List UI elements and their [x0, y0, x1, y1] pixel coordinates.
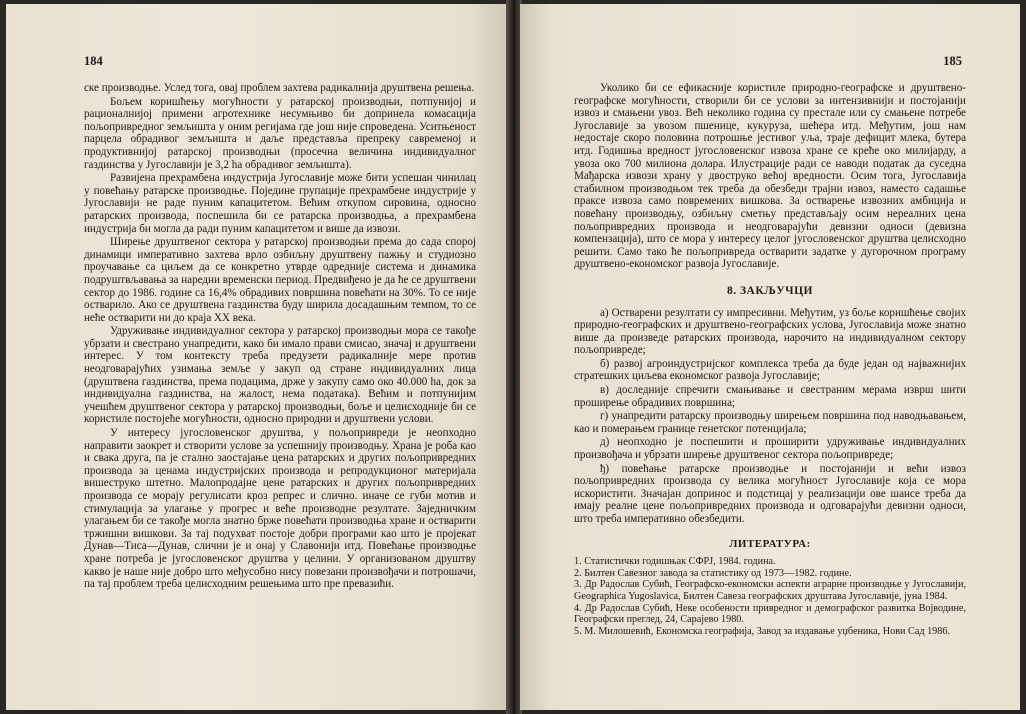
- section-heading: 8. ЗАКЉУЧЦИ: [726, 284, 814, 297]
- conclusion-item: ђ) повећање ратарске производње и постојанији и већи извоз пољопривредних производа су велика могућност Југославије која се мора искористити. Значајан допринос и подстицај у реализацији ове шансе треба да имају реалне цене пољопривредних производа и одговарајући девизни односи, што треба императивно обезбедити.: [574, 462, 966, 525]
- paragraph: Удруживање индивидуалног сектора у ратарској производњи мора се такође убрзати и свестрано унапредити, како би имало прави смисао, значај и друштвени интерес. У том контексту треба предузети радикалније мере против неодговарајућих узимања земље у закуп од стране индивидуалних лица (друштвена газдинства, према подацима, држе у закупу само око 40.000 ha, док за индивидуална газдинства, на жалост, нема података). Већим и потпунијим учешћем друштвеног сектора у ратарској производњи, боље и целисходније би се користиле постојеће могућности, односно природни и друштвени услови.: [84, 325, 476, 426]
- right-page: [520, 4, 1020, 710]
- page-number: 185: [943, 54, 962, 68]
- paragraph: Развијена прехрамбена индустрија Југославије може бити успешан чинилац у повећању ратарске производње. Поједине групације прехрамбене индустрије у Југославији не раде пуним капацитетом. Већим откупом сировина, односно ратарских производа, поспешила би се ратарска производња, а прехрамбена индустрија би могла да ради пуним капацитетом и више да извози.: [84, 172, 476, 235]
- left-text-block: [84, 82, 476, 592]
- page-number: 184: [84, 54, 103, 68]
- reference-item: 3. Др Радослав Субић, Географско-економски аспекти аграрне производње у Југославији, Geographica Yugoslavica, Билтен Савеза географских друштава Југославије, јуна 1984.: [574, 579, 966, 602]
- left-page: [6, 4, 509, 710]
- reference-item: 1. Статистички годишњак СФРЈ, 1984. година.: [574, 556, 776, 568]
- paragraph: Ширење друштвеног сектора у ратарској производњи према до сада спорој динамици императивно захтева врло озбиљну друштвену пажњу и студиозно проучавање са циљем да се конкретно утврде одредније система и динамика подруштвљавања за наредни временски период. Предвиђено је да ће се друштвени сектор до 1986. године са 16,4% обрадивих површина повећати на 30%. То се није остварило. Ако се друштвена газдинства буду ширила досадашњим темпом, то се неће остварити ни до краја XX века.: [84, 236, 476, 324]
- conclusion-item: д) неопходно је поспешити и проширити удруживање индивидуалних произвођача и убрзати ширење друштвеног сектора пољопривреде;: [574, 436, 966, 462]
- paragraph: Уколико би се ефикасније користиле природно-географске и друштвено-географске могућности, створили би се услови за интензивнији и постојанији извоз и смањени увоз. Већ неколико година су престале или су смањене потребе Југославије за увозом пшенице, кукуруза, шећера итд. Међутим, још нам недостаје скоро половина потрошње јестивог уља, траје дефицит млека, бутера итд. Годишња вредност југословенског извоза хране се креће око милијарду, а увоза око 700 милиона долара. Илустрације ради се наводи податак да суседна Мађарска извози храну у двоструко већој вредности. Осим тога, Југославија стабилном производњом тек треба да обезбеди трајни извоз, наместо садашње праксе извоза само повремених вишкова. За остварење извозних амбиција и повећану производњу, озбиљну сметњу представљају осим нереалних цена пољопривредних производа и неодговарајући девизни односи (девизна компензација), што се мора у интересу целог југословенског друштва целисходно решити. Само тако ће пољопривреда остварити задатке у дугорочном програму друштвено-економског развоја Југославије.: [574, 82, 966, 271]
- reference-item: 2. Билтен Савезног завода за статистику од 1973—1982. године.: [574, 567, 852, 579]
- reference-item: 4. Др Радослав Субић, Неке особености привредног и демографског развитка Војводине, Географски преглед, 24, Сарајево 1980.: [574, 602, 966, 626]
- conclusion-item: г) унапредити ратарску производњу ширењем површина под наводњавањем, као и померањем границе генетског потенцијала;: [574, 410, 966, 435]
- right-text-block: [574, 82, 966, 637]
- reference-list: [574, 556, 966, 637]
- conclusion-item: б) развој агроиндустријског комплекса треба да буде један од најважнијих стратешких циљева економског развоја Југославије;: [574, 357, 966, 383]
- conclusion-item: в) доследније спречити смањивање и свестраним мерама изврш шити проширење обрадивих површина;: [574, 384, 966, 409]
- literature-heading: ЛИТЕРАТУРА:: [729, 537, 811, 550]
- paragraph: Бољем коришћењу могућности у ратарској производњи, потпунијој и рационалнијој примени агротехнике несумњиво би допринела комасација пољопривредног земљишта у оним регијама где још није спроведена. Уситњеност парцела обрадивог земљишта и даље представља препреку савременој и продуктивнијој ратарској производњи (просечна величина индивидуалног газдинства у Југославији је 3,2 ha обрадивог земљишта).: [84, 95, 476, 171]
- paragraph: У интересу југословенског друштва, у пољопривреди је неопходно направити заокрет и створити услове за успешнију производњу. Храна је роба као и свака друга, па је стално заостајање цена ратарских и других пољопривредних производа за ценама индустријских производа и репродукционог материјала вишеструко штетно. Малопродајне цене ратарских и других пољопривредних производа се морају регулисати кроз репрес и слично. иначе се губи мотив и стимулација за улагање у прогрес и веће производне резултате. Заједничким улагањем би се такође могла знатно брже повећати производња хране и остварити тржишни вишкови. За тај подухват постоје добри програми као што је пројекат Дунав—Тиса—Дунав, слични је и онај у Славонији итд. Повећање производње хране потреба је југословенског друштва у целини. У организованом друштву какво је наше није добро што међусобно нису повезани произвођачи и потрошачи, па тај проблем треба целисходним решењима што пре превазићи.: [84, 427, 476, 591]
- conclusion-item: а) Остварени резултати су импресивни. Међутим, уз боље коришћење својих природно-географских и друштвено-географских услова, Југославија може знатно више да произведе ратарских производа, нарочито на индивидуалном сектору пољопривреде;: [574, 306, 966, 357]
- paragraph: ске производње. Услед тога, овај проблем захтева радикалнија друштвена решења.: [84, 82, 475, 94]
- reference-item: 5. М. Милошевић, Економска географија, Завод за издавање уџбеника, Нови Сад 1986.: [574, 625, 951, 637]
